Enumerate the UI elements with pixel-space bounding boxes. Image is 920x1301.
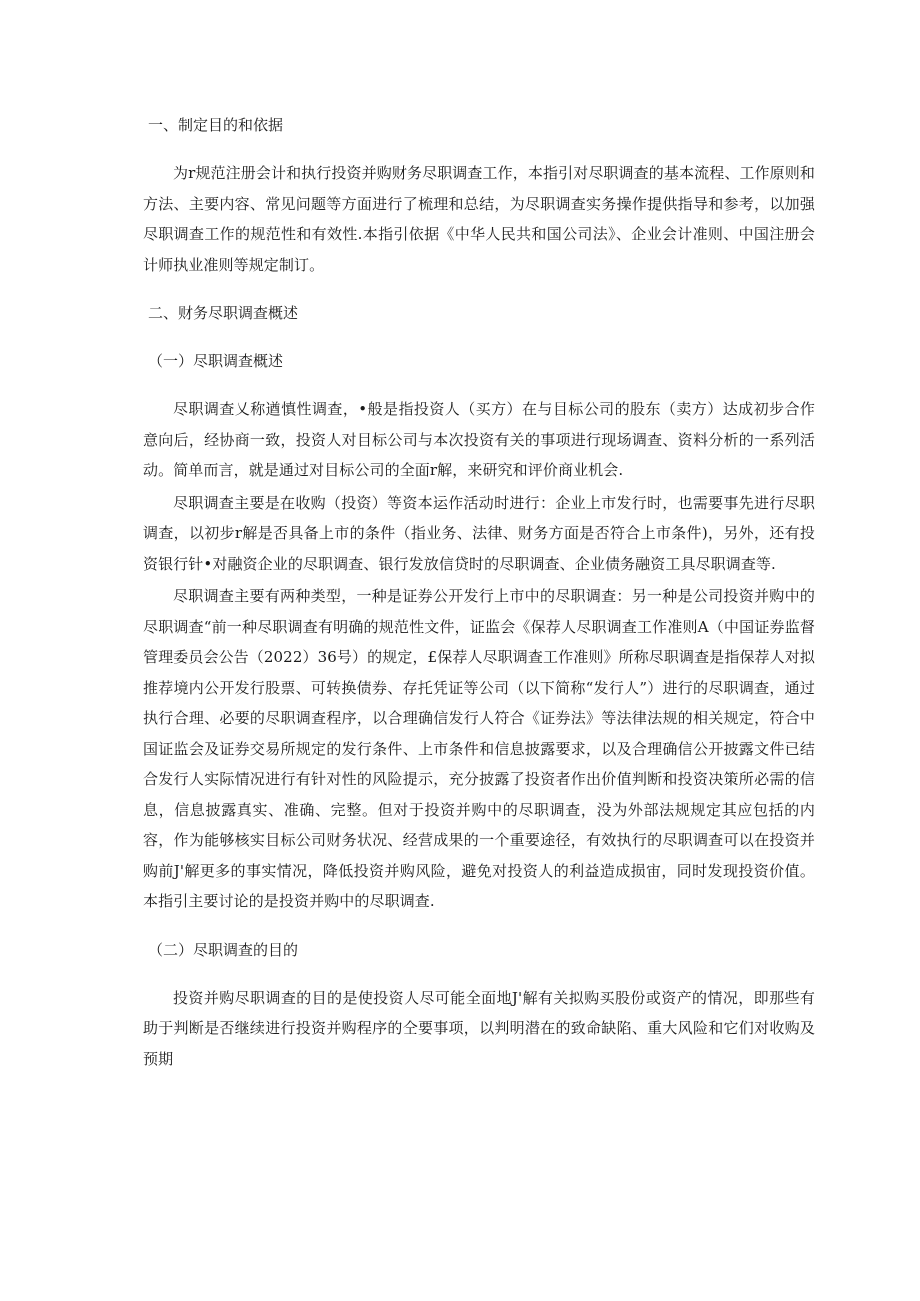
section-1-paragraph-1: 为r规范注册会计和执行投资并购财务尽职调查工作，本指引对尽职调查的基本流程、工作原则和方法、主要内容、常见问题等方面进行了梳理和总结，为尽职调查实务操作提供指导和参考，以加强尽职调查工作的规范性和有效性.本指引依据《中华人民共和国公司法》、企业会计准则、中国注册会计师执业准则等规定制订。 [143,164,815,274]
subsection-1-paragraph-2: 尽职调查主要是在收购（投资）等资本运作活动时进行：企业上市发行时，也需要事先进行尽职调查，以初步r解是否具备上市的条件（指业务、法律、财务方面是否符合上市条件)，另外，还有投资银行针•对融资企业的尽职调查、银行发放信贷时的尽职调查、企业债务融资工具尽职调查等. [143,493,815,573]
subsection-1-paragraph-1: 尽职调查乂称遒慎性调查，•般是指投资人（买方）在与目标公司的股东（卖方）达成初步合作意向后，经协商一致，投资人对目标公司与本次投资有关的事项进行现场调查、资料分析的一系列活动。简单而言，就是通过对目标公司的全面r解，来研究和评价商业机会. [143,400,815,479]
section-heading-2: 二、财务尽职调查概述 [148,304,299,322]
subsection-heading-1: （一）尽职调查概述 [148,352,284,370]
section-heading-1: 一、制定目的和依据 [148,116,284,134]
subsection-heading-2: （二）尽职调查的目的 [148,940,299,959]
subsection-1-paragraph-3: 尽职调查主要有两种类型，一种是证券公开发行上市中的尽职调查：另一种是公司投资并购中的尽职调查“前一种尽职调查有明确的规范性文件，证监会《保荐人尽职调查工作准则A（中国证券监督管理委员会公告（2022）36号）的规定，£保荐人尽职调查工作准则》所称尽职调查是指保荐人对拟推荐境内公开发行股票、可转换债券、存托凭证等公司（以下简称“发行人”）进行的尽职调查，通过执行合理、必要的尽职调查程序，以合理确信发行人符合《证券法》等法律法规的相关规定，符合中国证监会及证券交易所规定的发行条件、上市条件和信息披露要求，以及合理确信公开披露文件已结合发行人实际情况进行有针对性的风险提示，充分披露了投资者作出价值判断和投资决策所必需的信息，信息披露真实、准确、完整。但对于投资并购中的尽职调查，没为外部法规规定其应包括的内容，作为能够核实目标公司财务状况、经营成果的一个重要途径，有效执行的尽职调查可以在投资并购前J'解更多的事实情况，降低投资并购风险，避免对投资人的利益造成损宙，同时发现投资价值。本指引主要讨论的是投资并购中的尽职调查. [143,587,815,910]
document-body [143,110,815,1076]
subsection-2-paragraph-1: 投资并购尽职调查的目的是使投资人尽可能全面地J'解有关拟购买股份或资产的情况，即那些有助于判断是否继续进行投资并购程序的仝要事项，以判明潜在的致命缺陷、重大风险和它们对收购及预期 [143,988,815,1068]
